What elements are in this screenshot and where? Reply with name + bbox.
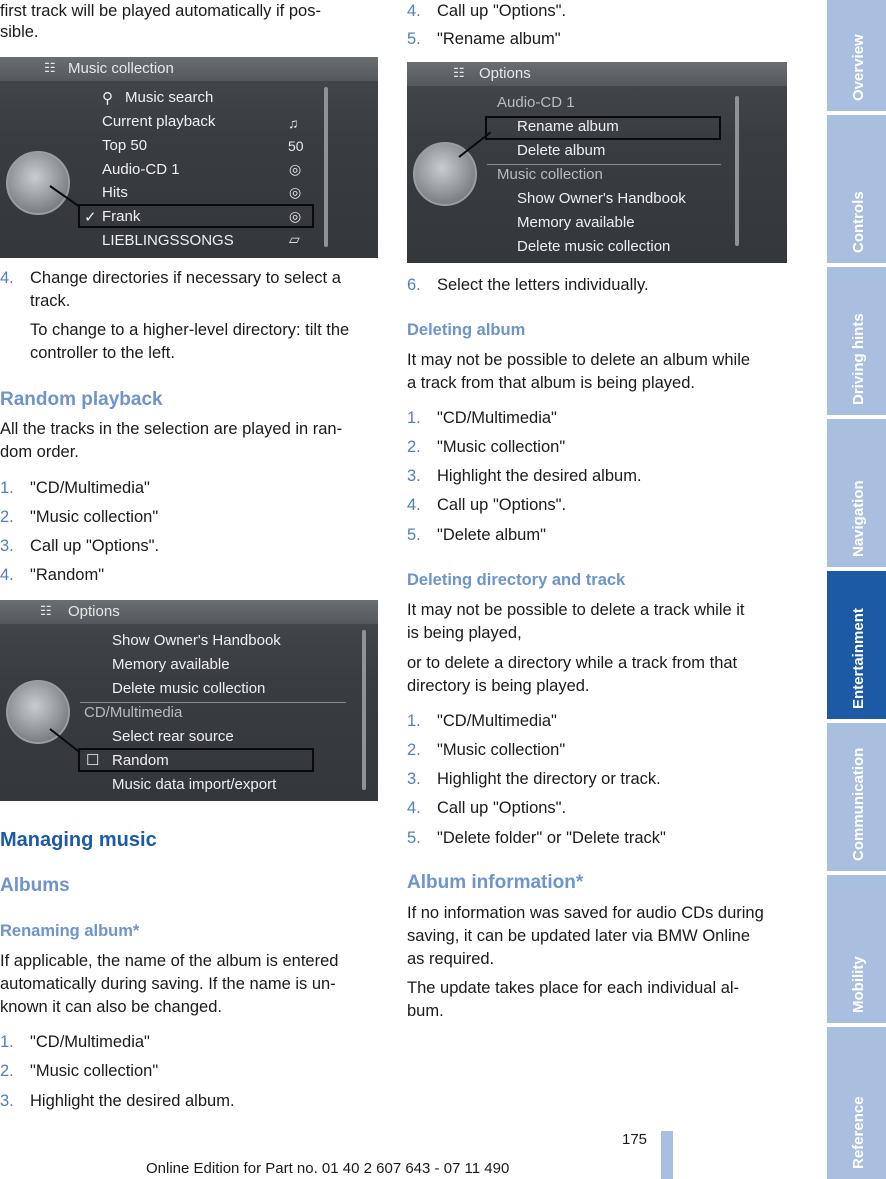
search-icon: ⚲ [102,90,113,107]
heading-managing-music: Managing music [0,829,157,851]
step-item: 2. "Music collection" [0,1062,159,1080]
heading-deleting-directory: Deleting directory and track [407,571,626,589]
menu-section: Audio-CD 1 [497,94,575,111]
screen-title: Options [68,603,120,620]
menu-item: Music search [125,89,214,106]
paragraph-line: saving, it can be updated later via BMW Online [407,927,751,945]
step-item: 1. "CD/Multimedia" [0,479,150,497]
selection-highlight [78,204,314,228]
step-item: 6. Select the letters individually. [407,276,649,294]
options-random-screenshot [0,600,378,801]
step-item: 4. Change directories if necessary to select a track. [0,269,341,310]
menu-item: Frank [102,208,141,225]
controller-knob-icon [6,151,70,215]
step-item: 3. Highlight the desired album. [407,467,642,485]
divider [487,164,721,165]
paragraph-line: known it can also be changed. [0,998,222,1016]
options-rename-screenshot [407,62,787,263]
paragraph-line: as required. [407,950,495,968]
paragraph-line: or to delete a directory while a track from that [407,654,738,672]
intro-line-1: first track will be played automatically if pos- [0,2,321,20]
screen-title: Options [479,65,531,82]
tab-driving-hints[interactable]: Driving hints [827,267,886,415]
tab-overview[interactable]: Overview [827,0,886,111]
cd-icon: ◎ [289,161,302,177]
menu-item: Random [112,752,169,769]
paragraph-line: If no information was saved for audio CDs during [407,904,764,922]
page-number: 175 [622,1131,648,1148]
step-item: 1. "CD/Multimedia" [407,409,557,427]
menu-item: Memory available [517,214,635,231]
scrollbar [324,87,328,247]
heading-random-playback: Random playback [0,389,163,410]
paragraph-line: a track from that album is being played. [407,374,695,392]
paragraph-line: It may not be possible to delete a track while it [407,601,745,619]
menu-section: CD/Multimedia [84,704,183,721]
step-note-1: To change to a higher-level directory: tilt the [30,321,350,339]
step-item: 3. Highlight the desired album. [0,1092,235,1110]
step-item: 4. Call up "Options". [407,2,567,20]
menu-item: Delete album [517,142,606,159]
paragraph-line: The update takes place for each individual al- [407,979,740,997]
step-item: 2. "Music collection" [407,438,566,456]
menu-item: Music data import/export [112,776,277,793]
selection-highlight [78,748,314,772]
step-item: 2. "Music collection" [407,741,566,759]
screen-header [407,62,787,86]
step-item: 3. Highlight the directory or track. [407,770,661,788]
checkbox-icon: ☐ [86,752,100,769]
controller-knob-icon [6,680,70,744]
checkmark-icon: ✓ [84,209,97,226]
options-icon: ☷ [44,60,56,75]
paragraph-line: If applicable, the name of the album is entered [0,952,339,970]
step-item: 2. "Music collection" [0,508,159,526]
paragraph-line: All the tracks in the selection are played in ran- [0,420,343,438]
tab-communication[interactable]: Communication [827,723,886,871]
menu-item: Show Owner's Handbook [112,632,281,649]
menu-item: Top 50 [102,137,148,154]
page-marker [661,1131,673,1179]
step-item: 1. "CD/Multimedia" [407,712,557,730]
step-item: 4. Call up "Options". [407,496,567,514]
tab-mobility[interactable]: Mobility [827,875,886,1023]
menu-item: Select rear source [112,728,234,745]
pointer-line [458,132,491,158]
footer-text: Online Edition for Part no. 01 40 2 607 643 - 07 11 490 [146,1160,510,1177]
cd-icon: ◎ [289,184,302,200]
menu-item: Hits [102,184,128,201]
menu-item: Delete music collection [112,680,266,697]
paragraph-line: dom order. [0,443,79,461]
cd-icon: ◎ [289,208,302,224]
step-item: 5. "Delete album" [407,526,546,544]
tab-navigation[interactable]: Navigation [827,419,886,567]
count-badge: 50 [288,138,304,154]
heading-deleting-album: Deleting album [407,321,526,339]
scrollbar [362,630,366,790]
menu-section: Music collection [497,166,603,183]
paragraph-line: is being played, [407,624,522,642]
tab-controls[interactable]: Controls [827,115,886,263]
screen-title: Music collection [68,60,174,77]
heading-renaming-album: Renaming album* [0,922,140,940]
screen-header [0,600,378,624]
menu-item: Delete music collection [517,238,671,255]
playback-icon: ♫ [288,115,299,131]
menu-item: Show Owner's Handbook [517,190,686,207]
screen-header [0,57,378,81]
selection-highlight [485,116,721,140]
heading-album-information: Album information* [407,872,584,893]
intro-line-2: sible. [0,23,39,41]
pointer-line [49,728,80,753]
step-item: 4. Call up "Options". [407,799,567,817]
menu-item: Current playback [102,113,216,130]
step-item: 4. "Random" [0,566,105,584]
divider [80,702,346,703]
options-icon: ☷ [453,65,465,80]
step-item: 1. "CD/Multimedia" [0,1033,150,1051]
step-item: 3. Call up "Options". [0,537,160,555]
scrollbar [735,96,739,246]
folder-icon: ▱ [289,231,300,247]
menu-item: Memory available [112,656,230,673]
options-icon: ☷ [40,603,52,618]
step-item: 5. "Rename album" [407,30,561,48]
paragraph-line: automatically during saving. If the name is un- [0,975,336,993]
step-item: 5. "Delete folder" or "Delete track" [407,829,666,847]
tab-entertainment[interactable]: Entertainment [827,571,886,719]
tab-reference[interactable]: Reference [827,1027,886,1179]
menu-item: Rename album [517,118,619,135]
chapter-sidebar [827,0,886,1179]
menu-item: LIEBLINGSSONGS [102,232,234,249]
paragraph-line: directory is being played. [407,677,590,695]
heading-albums: Albums [0,875,70,896]
music-collection-screenshot [0,57,378,258]
step-note-2: controller to the left. [30,344,175,362]
paragraph-line: bum. [407,1002,444,1020]
menu-item: Audio-CD 1 [102,161,180,178]
paragraph-line: It may not be possible to delete an album while [407,351,751,369]
